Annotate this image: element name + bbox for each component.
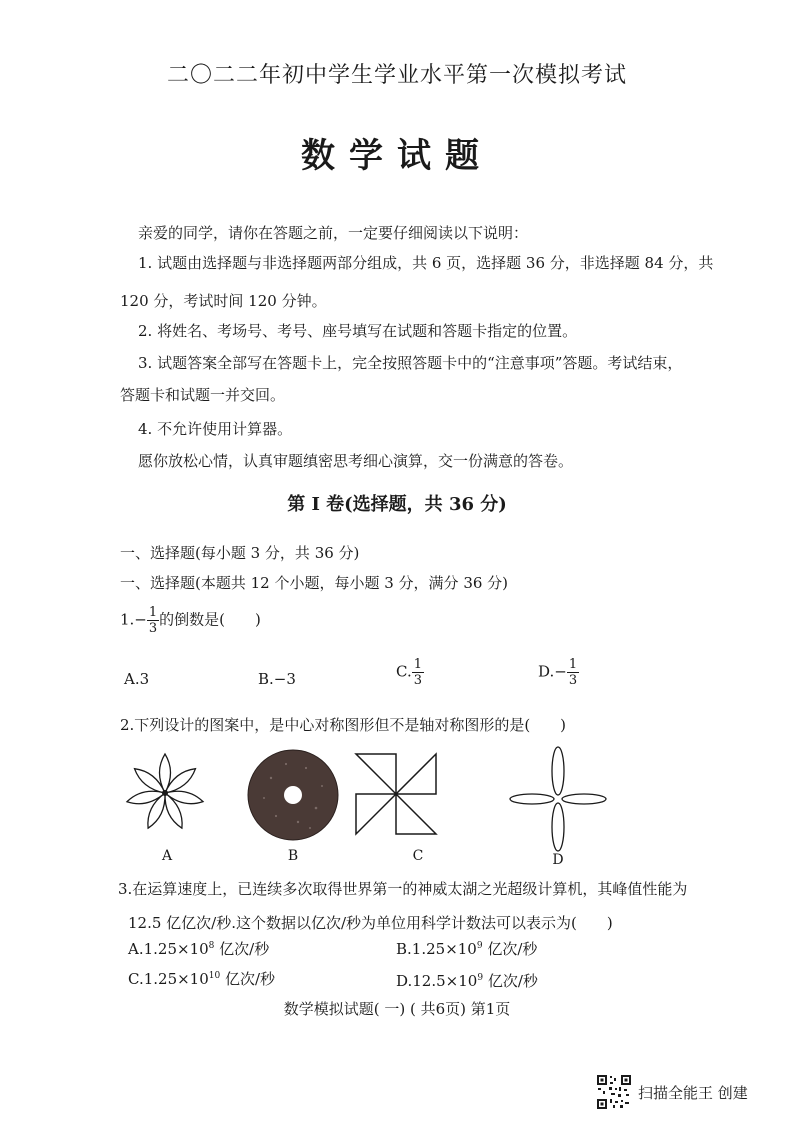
q1-option-c-prefix: C. <box>396 662 412 681</box>
instructions-wish: 愿你放松心情，认真审题缜密思考细心演算，交一份满意的答卷。 <box>138 452 574 470</box>
q3-option-d <box>396 970 538 991</box>
figure-a-flower <box>120 748 210 838</box>
q3-option-c <box>128 968 275 989</box>
q3-option-b-exponent: 9 <box>476 941 483 951</box>
exam-title: 二〇二二年初中学生学业水平第一次模拟考试 <box>166 63 627 88</box>
q1-option-c-numerator: 1 <box>413 657 422 672</box>
q3-option-a-base: A.1.25×10 <box>128 940 209 958</box>
figure-c-label: C <box>412 848 424 864</box>
q3-option-a-exponent: 8 <box>208 941 215 951</box>
qr-code-icon <box>596 1074 632 1110</box>
figure-b-label: B <box>287 848 299 864</box>
instruction-3-line2: 答题卡和试题一并交回。 <box>120 386 286 404</box>
section-heading-1: 一、选择题(每小题 3 分，共 36 分) <box>120 544 360 562</box>
q1-option-c-denominator: 3 <box>413 673 422 688</box>
q1-option-d-fraction <box>567 658 579 687</box>
q1-option-d-numerator: 1 <box>568 657 578 672</box>
q3-option-c-exponent: 10 <box>208 971 221 981</box>
q3-option-b <box>396 938 537 959</box>
q3-option-c-base: C.1.25×10 <box>128 970 209 988</box>
q1-option-c <box>396 658 424 687</box>
q1-fraction <box>147 606 159 635</box>
q3-option-a-unit: 亿次/秒 <box>214 940 270 958</box>
q3-option-d-unit: 亿次/秒 <box>483 972 538 990</box>
question-2-stem: 2.下列设计的图案中，是中心对称图形但不是轴对称图形的是( ) <box>120 716 567 734</box>
q1-fraction-denominator: 3 <box>148 621 158 636</box>
figure-c-pinwheel <box>354 752 438 836</box>
instruction-3-line1: 3. 试题答案全部写在答题卡上，完全按照答题卡中的“注意事项”答题。考试结束， <box>138 354 683 372</box>
figure-a-label: A <box>161 848 173 864</box>
page-footer: 数学模拟试题( 一) ( 共6页) 第1页 <box>283 1000 511 1018</box>
q1-fraction-numerator: 1 <box>148 605 158 620</box>
q3-option-b-base: B.1.25×10 <box>396 940 477 958</box>
question-3-stem-line2: 12.5 亿亿次/秒.这个数据以亿次/秒为单位用科学计数法可以表示为( ) <box>128 914 613 932</box>
instruction-1-line2: 120 分，考试时间 120 分钟。 <box>120 292 327 310</box>
subject-title: 数学试题 <box>301 136 493 176</box>
section-title: 第 I 卷(选择题，共 36 分) <box>287 494 507 515</box>
q3-option-d-base: D.12.5×10 <box>396 972 478 990</box>
instructions-greeting: 亲爱的同学，请你在答题之前，一定要仔细阅读以下说明： <box>138 224 529 242</box>
q1-option-d <box>538 658 579 687</box>
figure-b-coin <box>246 748 340 842</box>
q3-option-c-unit: 亿次/秒 <box>220 970 276 988</box>
instruction-2: 2. 将姓名、考场号、考号、座号填写在试题和答题卡指定的位置。 <box>138 322 578 340</box>
q1-option-a: A.3 <box>124 670 150 688</box>
q1-suffix: 的倒数是( ) <box>159 610 261 629</box>
scanner-watermark: 扫描全能王 创建 <box>638 1084 748 1102</box>
instruction-4: 4. 不允许使用计算器。 <box>138 420 293 438</box>
q1-prefix: 1.− <box>120 610 147 629</box>
instruction-1-line1: 1. 试题由选择题与非选择题两部分组成，共 6 页，选择题 36 分，非选择题 84 分，共 <box>138 254 714 272</box>
q1-option-b: B.−3 <box>258 670 296 688</box>
figure-d-label: D <box>552 852 564 868</box>
figure-d-cross-petals <box>508 744 608 854</box>
question-1-stem <box>120 606 261 635</box>
q3-option-b-unit: 亿次/秒 <box>482 940 538 958</box>
q1-option-d-denominator: 3 <box>568 673 578 688</box>
section-heading-2: 一、选择题(本题共 12 个小题，每小题 3 分，满分 36 分) <box>120 574 509 592</box>
q1-option-c-fraction <box>412 658 424 687</box>
q3-option-d-exponent: 9 <box>477 973 484 983</box>
q1-option-d-prefix: D.− <box>538 662 567 681</box>
q3-option-a <box>128 938 269 959</box>
question-3-stem-line1: 3.在运算速度上，已连续多次取得世界第一的神威太湖之光超级计算机，其峰值性能为 <box>118 880 688 898</box>
